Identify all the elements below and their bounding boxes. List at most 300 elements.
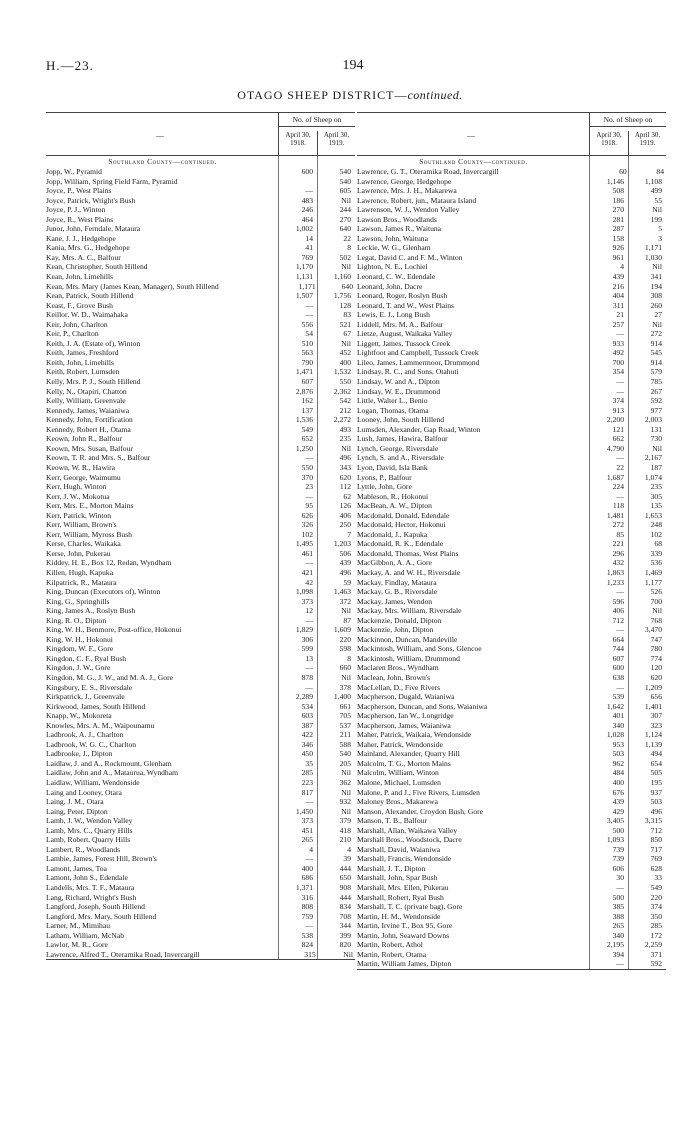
sheep-count-1919: 248 xyxy=(650,520,662,530)
table-row xyxy=(357,635,666,645)
owner-name: Leckie, W. G., Glenham xyxy=(357,243,431,253)
sheep-count-1918: 550 xyxy=(301,462,313,472)
table-row xyxy=(46,835,355,845)
sheep-count-1919: 128 xyxy=(339,300,351,310)
sheep-count-1919: 379 xyxy=(339,816,351,826)
owner-name: King, W. H., Hokonui xyxy=(46,634,113,644)
table-row xyxy=(357,578,666,588)
sheep-count-1919: 3,315 xyxy=(644,816,662,826)
owner-name: Kean, Patrick, South Hillend xyxy=(46,291,134,301)
owner-name: Lawrence, Mrs. J. H., Makarewa xyxy=(357,186,457,196)
owner-name: Kennedy, Robert H., Otama xyxy=(46,424,131,434)
sheep-count-1919: 1,532 xyxy=(333,367,351,377)
sheep-count-1919: Nil xyxy=(341,338,351,348)
table-row xyxy=(46,788,355,798)
table-row xyxy=(46,587,355,597)
owner-name: MacLellan, D., Five Rivers xyxy=(357,682,441,692)
sheep-count-1918: 306 xyxy=(301,634,313,644)
owner-name: Ladbrook, W. G. C., Charlton xyxy=(46,739,137,749)
owner-name: Kerr, Mrs. E., Morton Mains xyxy=(46,501,134,511)
sheep-count-1919: 235 xyxy=(650,482,662,492)
sheep-count-1919: 834 xyxy=(339,902,351,912)
sheep-count-1919: 439 xyxy=(339,558,351,568)
sheep-count-1918: 1,829 xyxy=(295,625,313,635)
owner-name: Lindsay, W. E., Drummond xyxy=(357,386,441,396)
sheep-count-1918: 744 xyxy=(612,644,624,654)
owner-name: Martin, John, Seaward Downs xyxy=(357,930,450,940)
table-row xyxy=(46,893,355,903)
sheep-count-1919: Nil xyxy=(652,443,662,453)
table-row xyxy=(357,520,666,530)
sheep-count-1918: 1,471 xyxy=(295,367,313,377)
sheep-count-1919: 8 xyxy=(347,653,351,663)
sheep-count-1919: 640 xyxy=(339,224,351,234)
owner-name: Marshall, Allan, Waikawa Valley xyxy=(357,825,458,835)
owner-name: Marshall Bros., Woodstock, Dacre xyxy=(357,835,462,845)
owner-name: Lighton, N. E., Lochiel xyxy=(357,262,428,272)
owner-name: Lawson, John, Waituna xyxy=(357,233,428,243)
table-row xyxy=(46,167,355,177)
sheep-count-1919: 540 xyxy=(339,176,351,186)
sheep-count-1919: 506 xyxy=(339,548,351,558)
table-row xyxy=(357,320,666,330)
table-row xyxy=(357,253,666,263)
table-row xyxy=(46,807,355,817)
owner-name: Lumsden, Alexander, Gap Road, Winton xyxy=(357,424,481,434)
sheep-count-1918: 461 xyxy=(301,548,313,558)
title-main: OTAGO SHEEP DISTRICT— xyxy=(237,88,408,102)
sheep-count-1918: 270 xyxy=(612,205,624,215)
sheep-count-1919: 730 xyxy=(650,434,662,444)
sheep-count-1919: 540 xyxy=(339,167,351,176)
sheep-count-1918: 1,536 xyxy=(295,415,313,425)
sheep-count-1919: 220 xyxy=(650,892,662,902)
owner-name: Latham, William, McNab xyxy=(46,930,125,940)
sheep-count-1918: — xyxy=(616,329,624,339)
sheep-count-1919: 406 xyxy=(339,510,351,520)
sheep-count-1918: — xyxy=(616,625,624,635)
owner-name: Mackenzie, John, Dipton xyxy=(357,625,434,635)
owner-name: King, James A., Roslyn Bush xyxy=(46,606,136,616)
owner-name: Jopp, W., Pyramid xyxy=(46,167,102,176)
sheep-count-1919: 250 xyxy=(339,520,351,530)
owner-name: Laidlaw, John and A., Mataurua, Wyndham xyxy=(46,768,178,778)
sheep-count-1918: 60 xyxy=(619,167,627,176)
owner-name: Kilpatrick, R., Mataura xyxy=(46,577,117,587)
owner-name: Lawrence, George, Hedgehope xyxy=(357,176,452,186)
owner-name: Keast, F., Grove Bush xyxy=(46,300,113,310)
sheep-count-1919: Nil xyxy=(652,319,662,329)
owner-name: Macdonald, R. K., Edendale xyxy=(357,539,444,549)
owner-name: Laing, Peter, Dipton xyxy=(46,806,108,816)
sheep-count-1919: 908 xyxy=(339,883,351,893)
left-column xyxy=(46,112,355,960)
sheep-count-1918: 1,002 xyxy=(295,224,313,234)
sheep-count-1919: 769 xyxy=(650,854,662,864)
sheep-count-1919: 494 xyxy=(650,749,662,759)
sheep-count-1919: 55 xyxy=(654,195,662,205)
table-row xyxy=(357,940,666,950)
owner-name: Keown, John R., Balfour xyxy=(46,434,122,444)
sheep-count-1919: 503 xyxy=(650,797,662,807)
sheep-count-1919: 650 xyxy=(339,873,351,883)
owner-name: Martin, Irvine T., Box 95, Gore xyxy=(357,921,453,931)
owner-name: Kelly, N., Otapiri, Chatton xyxy=(46,386,127,396)
sheep-count-1919: 1,469 xyxy=(644,567,662,577)
table-row xyxy=(46,434,355,444)
owner-name: Marshall, Robert, Ryal Bush xyxy=(357,892,444,902)
sheep-count-1918: 404 xyxy=(612,291,624,301)
year-1919-header: April 30, 1919. xyxy=(634,131,661,147)
owner-name: Martin, Robert, Athol xyxy=(357,940,423,950)
sheep-count-1919: 210 xyxy=(339,835,351,845)
sheep-count-1919: 1,030 xyxy=(644,252,662,262)
table-row xyxy=(46,740,355,750)
table-row xyxy=(46,549,355,559)
owner-name: Liddell, Mrs. M. A., Balfour xyxy=(357,319,444,329)
sheep-count-1918: 186 xyxy=(612,195,624,205)
table-row xyxy=(46,377,355,387)
owner-name: Marshall, Francis, Wendonside xyxy=(357,854,452,864)
title-continued: continued. xyxy=(407,88,463,102)
owner-name: Keir, John, Charlton xyxy=(46,319,108,329)
owner-name: Kane, J. J., Hedgehope xyxy=(46,233,116,243)
table-row xyxy=(357,931,666,941)
owner-name: Lamb, Robert, Quarry Hills xyxy=(46,835,131,845)
section-heading: Southland County—continued. xyxy=(419,157,528,166)
sheep-count-1919: 499 xyxy=(650,186,662,196)
owner-name: Keillor, W. D., Waimahaka xyxy=(46,310,128,320)
table-row xyxy=(46,310,355,320)
sheep-count-1918: — xyxy=(305,854,313,864)
sheep-count-1919: 344 xyxy=(339,921,351,931)
sheep-count-1918: 346 xyxy=(301,739,313,749)
owner-name: Larner, M., Mimihau xyxy=(46,921,111,931)
table-row xyxy=(357,501,666,511)
table-row xyxy=(46,339,355,349)
owner-name: Leonard, Roger, Roslyn Bush xyxy=(357,291,448,301)
sheep-count-1919: 505 xyxy=(650,768,662,778)
owner-name: Mackay, James, Wendon xyxy=(357,596,433,606)
owner-name: Lightfoot and Campbell, Tussock Creek xyxy=(357,348,479,358)
owner-name: Malone, Michael, Lumsden xyxy=(357,778,441,787)
table-row xyxy=(357,702,666,712)
sheep-count-1918: 1,146 xyxy=(606,176,624,186)
table-row xyxy=(46,282,355,292)
table-row xyxy=(357,625,666,635)
table-row xyxy=(46,778,355,788)
sheep-count-1919: Nil xyxy=(652,262,662,272)
sheep-count-1919: 372 xyxy=(339,596,351,606)
owner-name: Mableson, R., Hokonui xyxy=(357,491,429,501)
table-row xyxy=(357,711,666,721)
table-row xyxy=(46,463,355,473)
sheep-count-1918: — xyxy=(305,558,313,568)
sheep-count-1919: 120 xyxy=(650,663,662,673)
table-row xyxy=(357,453,666,463)
sheep-count-1919: 307 xyxy=(650,711,662,721)
owner-name: Lambert, R., Woodlands xyxy=(46,844,121,854)
sheep-count-1919: 620 xyxy=(339,472,351,482)
sheep-count-1918: 933 xyxy=(612,338,624,348)
sheep-count-1919: 932 xyxy=(339,797,351,807)
owner-name: Lawrence, Robert, jun., Mataura Island xyxy=(357,195,477,205)
table-row xyxy=(46,663,355,673)
sheep-count-1918: 686 xyxy=(301,873,313,883)
table-row xyxy=(357,425,666,435)
sheep-count-1918: 272 xyxy=(612,520,624,530)
sheep-count-1918: 287 xyxy=(612,224,624,234)
sheep-count-1919: Nil xyxy=(652,606,662,616)
owner-name: Kingdon, C. F., Ryal Bush xyxy=(46,653,127,663)
table-row xyxy=(46,520,355,530)
owner-name: Kiddey, H. E., Box 12, Redan, Wyndham xyxy=(46,558,172,568)
table-row xyxy=(46,768,355,778)
owner-name: Laidlaw, J. and A., Rockmount, Glenham xyxy=(46,758,172,768)
owner-name: Kingdom, W. F., Gore xyxy=(46,644,114,654)
sheep-count-1918: 1,507 xyxy=(295,291,313,301)
table-row xyxy=(46,854,355,864)
sheep-count-1919: 774 xyxy=(650,653,662,663)
table-row xyxy=(46,234,355,244)
table-row xyxy=(357,683,666,693)
sheep-count-1918: 216 xyxy=(612,281,624,291)
table-row xyxy=(46,406,355,416)
table-row xyxy=(357,616,666,626)
year-1918-header: April 30, 1918. xyxy=(279,131,318,155)
sheep-count-1919: 592 xyxy=(650,959,662,969)
sheep-count-1918: 1,171 xyxy=(298,281,316,291)
owner-name: Lyttle, John, Gore xyxy=(357,482,412,492)
right-column xyxy=(357,112,666,970)
sheep-count-1918: 676 xyxy=(612,787,624,797)
owner-name: Mackay, G. B., Riversdale xyxy=(357,587,438,597)
sheep-count-1918: 400 xyxy=(301,863,313,873)
table-row xyxy=(357,654,666,664)
owner-name: Joyce, R., West Plains xyxy=(46,214,114,224)
page-header xyxy=(46,58,660,78)
sheep-count-1918: 387 xyxy=(301,720,313,730)
owner-name: Lynch, George, Riversdale xyxy=(357,443,439,453)
owner-name: Lamb, J. W., Wendon Valley xyxy=(46,816,133,826)
table-row xyxy=(46,644,355,654)
table-row xyxy=(46,253,355,263)
sheep-count-1918: 85 xyxy=(616,529,624,539)
sheep-count-1918: 158 xyxy=(612,233,624,243)
sheep-count-1918: 603 xyxy=(301,711,313,721)
table-row xyxy=(46,826,355,836)
table-row xyxy=(46,797,355,807)
owner-name: Lawson, James R., Waituna xyxy=(357,224,442,234)
sheep-count-1919: 542 xyxy=(339,396,351,406)
owner-name: Macpherson, Duncan, and Sons, Waianiwa xyxy=(357,701,488,711)
sheep-count-1919: 444 xyxy=(339,892,351,902)
table-row xyxy=(357,406,666,416)
table-row xyxy=(46,501,355,511)
sheep-count-1918: 1,495 xyxy=(295,539,313,549)
sheep-count-1919: 496 xyxy=(339,453,351,463)
table-row xyxy=(357,511,666,521)
left-table-body xyxy=(46,156,355,959)
table-row xyxy=(357,721,666,731)
label-column-header: — xyxy=(467,131,475,140)
owner-name: Laing, J. M., Otara xyxy=(46,797,104,807)
owner-name: Landells, Mrs. T. F., Mataura xyxy=(46,883,135,893)
sheep-count-1919: 1,653 xyxy=(644,510,662,520)
sheep-count-1919: 820 xyxy=(339,940,351,950)
table-row xyxy=(46,530,355,540)
sheep-count-1918: 450 xyxy=(301,749,313,759)
sheep-count-1919: 1,074 xyxy=(644,472,662,482)
sheep-count-1918: 4,790 xyxy=(606,443,624,453)
sheep-count-1918: 42 xyxy=(305,577,313,587)
sheep-count-1919: 2,167 xyxy=(644,453,662,463)
owner-name: Martin, William James, Dipton xyxy=(357,959,452,969)
sheep-count-1919: 493 xyxy=(339,424,351,434)
owner-name: Macdonald, J., Kapuka xyxy=(357,529,428,539)
sheep-count-1918: 13 xyxy=(305,653,313,663)
sheep-count-1918: 1,233 xyxy=(606,577,624,587)
table-row xyxy=(357,606,666,616)
owner-name: King, R. O., Dipton xyxy=(46,615,107,625)
sheep-count-1919: 502 xyxy=(339,252,351,262)
sheep-count-1918: 1,863 xyxy=(606,567,624,577)
sheep-count-1919: 212 xyxy=(339,405,351,415)
table-row xyxy=(46,177,355,187)
sheep-count-1919: 33 xyxy=(654,873,662,883)
sheep-count-1918: 1,098 xyxy=(295,587,313,597)
sheep-count-1918: 451 xyxy=(301,825,313,835)
owner-name: MacBean, A. W., Dipton xyxy=(357,501,432,511)
sheep-count-1919: 194 xyxy=(650,281,662,291)
owner-name: Maloney Bros., Makarewa xyxy=(357,797,438,807)
label-column-header: — xyxy=(156,131,164,140)
owner-name: Kerse, Charles, Waikaka xyxy=(46,539,121,549)
sheep-count-1919: Nil xyxy=(341,806,351,816)
sheep-count-1918: 1,371 xyxy=(295,883,313,893)
table-row xyxy=(357,339,666,349)
owner-name: Macdonald, Hector, Hokonui xyxy=(357,520,446,530)
right-table-header xyxy=(357,112,666,156)
sheep-count-1918: 394 xyxy=(612,949,624,959)
sheep-count-1919: 244 xyxy=(339,205,351,215)
sheep-count-header: No. of Sheep on xyxy=(279,115,355,127)
owner-name: MacGibbon, A. A., Gore xyxy=(357,558,432,568)
owner-name: Joyce, Patrick, Wright's Bush xyxy=(46,195,136,205)
sheep-count-1919: 339 xyxy=(650,548,662,558)
sheep-count-1919: 545 xyxy=(650,348,662,358)
table-row xyxy=(357,310,666,320)
owner-name: Macdonald, Donald, Edendale xyxy=(357,510,450,520)
table-row xyxy=(46,759,355,769)
owner-name: Keown, W. R., Hawira xyxy=(46,462,115,472)
sheep-count-1919: 3 xyxy=(658,233,662,243)
sheep-count-1918: 652 xyxy=(301,434,313,444)
sheep-count-1919: 1,609 xyxy=(333,625,351,635)
table-row xyxy=(46,606,355,616)
table-row xyxy=(46,473,355,483)
sheep-count-1919: Nil xyxy=(343,949,353,959)
owner-name: Killen, Hugh, Kapuka xyxy=(46,567,114,577)
sheep-count-1918: 662 xyxy=(612,434,624,444)
owner-name: Laidlaw, William, Wendonside xyxy=(46,778,140,787)
owner-name: Lawlor, M. R., Gore xyxy=(46,940,108,950)
sheep-count-1919: 747 xyxy=(650,634,662,644)
sheep-count-1918: 246 xyxy=(301,205,313,215)
sheep-count-1919: 195 xyxy=(650,778,662,787)
owner-name: Kania, Mrs. G., Hedgehope xyxy=(46,243,130,253)
sheep-count-1918: 759 xyxy=(301,911,313,921)
owner-name: Lietze, August, Waikaka Valley xyxy=(357,329,453,339)
sheep-count-1918: — xyxy=(616,386,624,396)
table-row xyxy=(357,749,666,759)
owner-name: Marshall, John, Spar Bush xyxy=(357,873,438,883)
sheep-count-1918: 373 xyxy=(301,596,313,606)
sheep-count-1919: 780 xyxy=(650,644,662,654)
table-row xyxy=(357,921,666,931)
table-row xyxy=(46,396,355,406)
owner-name: Joyce, P., West Plains xyxy=(46,186,112,196)
table-row xyxy=(46,387,355,397)
table-row xyxy=(357,348,666,358)
table-row xyxy=(46,568,355,578)
owner-name: King, W. H., Benmore, Post-office, Hokonui xyxy=(46,625,182,635)
table-row xyxy=(357,186,666,196)
table-row xyxy=(46,702,355,712)
sheep-count-1919: 308 xyxy=(650,291,662,301)
sheep-count-header: No. of Sheep on xyxy=(590,115,666,127)
table-row xyxy=(357,558,666,568)
table-row xyxy=(357,463,666,473)
sheep-count-1918: 354 xyxy=(612,367,624,377)
owner-name: Lang, Richard, Wright's Bush xyxy=(46,892,137,902)
owner-name: Kerr, J. W., Mokotua xyxy=(46,491,110,501)
owner-name: Kerr, Hugh, Winton xyxy=(46,482,107,492)
table-row xyxy=(357,367,666,377)
table-row xyxy=(357,568,666,578)
sheep-count-1918: 1,642 xyxy=(606,701,624,711)
sheep-count-1918: 21 xyxy=(616,310,624,320)
sheep-count-1919: 2,362 xyxy=(333,386,351,396)
owner-name: Jopp, William, Spring Field Farm, Pyramid xyxy=(46,176,178,186)
sheep-count-1918: 1,250 xyxy=(295,443,313,453)
table-row xyxy=(46,692,355,702)
sheep-count-1918: 483 xyxy=(301,195,313,205)
table-row xyxy=(46,683,355,693)
sheep-count-1919: 768 xyxy=(650,615,662,625)
sheep-count-1918: 316 xyxy=(301,892,313,902)
sheep-count-1918: — xyxy=(305,682,313,692)
sheep-count-1918: 500 xyxy=(612,892,624,902)
owner-name: Leonard, C. W., Edendale xyxy=(357,272,436,282)
sheep-count-1919: 1,400 xyxy=(333,692,351,702)
owner-name: Maclean, John, Brown's xyxy=(357,672,431,682)
table-row xyxy=(46,492,355,502)
sheep-count-1918: 484 xyxy=(612,768,624,778)
section-heading: Southland County—continued. xyxy=(108,157,217,166)
table-row xyxy=(357,177,666,187)
sheep-count-1918: 223 xyxy=(301,778,313,787)
sheep-count-1919: 620 xyxy=(650,672,662,682)
sheep-count-1918: — xyxy=(616,453,624,463)
sheep-count-1918: 340 xyxy=(612,930,624,940)
sheep-count-1918: 421 xyxy=(301,567,313,577)
owner-name: Leonard, John, Dacre xyxy=(357,281,423,291)
owner-name: Langford, Joseph, South Hillend xyxy=(46,902,145,912)
table-row xyxy=(46,367,355,377)
table-row xyxy=(357,377,666,387)
table-row xyxy=(357,196,666,206)
